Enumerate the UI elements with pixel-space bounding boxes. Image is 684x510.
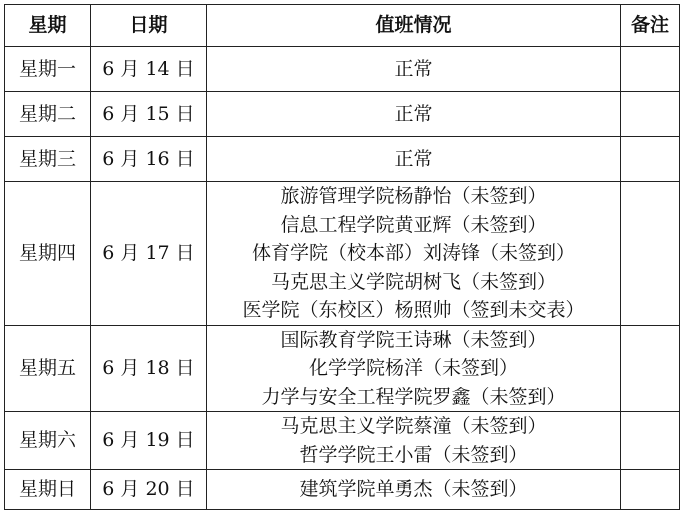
week-cell: 星期二 [5, 92, 91, 137]
date-cell: 6 月 18 日 [91, 325, 207, 412]
note-cell [621, 412, 680, 470]
status-cell [207, 92, 621, 137]
status-line: 旅游管理学院杨静怡（未签到） [280, 185, 547, 207]
status-line: 正常 [394, 147, 433, 170]
status-cell [207, 470, 621, 510]
status-cell [207, 412, 621, 470]
status-line: 医学院（东校区）杨照帅（签到未交表） [242, 299, 585, 321]
table-row [5, 92, 680, 137]
header-week: 星期 [5, 5, 91, 47]
status-line: 马克思主义学院胡树飞（未签到） [270, 270, 556, 293]
date-cell: 6 月 14 日 [91, 47, 207, 92]
note-cell [621, 470, 680, 510]
date-cell: 6 月 15 日 [91, 92, 207, 137]
status-line: 哲学学院王小雷（未签到） [299, 443, 528, 466]
status-line: 信息工程学院黄亚辉（未签到） [280, 213, 547, 236]
date-cell: 6 月 17 日 [91, 182, 207, 326]
status-cell [207, 137, 621, 182]
duty-table [4, 4, 680, 510]
status-cell [207, 325, 621, 412]
note-cell [621, 325, 680, 412]
table-row [5, 470, 680, 510]
header-status: 值班情况 [207, 5, 621, 47]
status-line: 正常 [394, 102, 433, 125]
table-row [5, 137, 680, 182]
note-cell [621, 182, 680, 326]
status-cell [207, 47, 621, 92]
status-line: 化学学院杨洋（未签到） [308, 357, 518, 379]
header-note: 备注 [621, 5, 680, 47]
table-row [5, 182, 680, 326]
table-row [5, 47, 680, 92]
header-row [5, 5, 680, 47]
status-line: 力学与安全工程学院罗鑫（未签到） [261, 385, 566, 408]
status-cell [207, 182, 621, 326]
week-cell: 星期日 [5, 470, 91, 510]
note-cell [621, 137, 680, 182]
week-cell: 星期六 [5, 412, 91, 470]
status-line: 体育学院（校本部）刘涛锋（未签到） [251, 242, 575, 264]
note-cell [621, 47, 680, 92]
week-cell: 星期四 [5, 182, 91, 326]
header-date: 日期 [91, 5, 207, 47]
date-cell: 6 月 16 日 [91, 137, 207, 182]
week-cell: 星期三 [5, 137, 91, 182]
week-cell: 星期五 [5, 325, 91, 412]
date-cell: 6 月 19 日 [91, 412, 207, 470]
status-line: 正常 [394, 57, 433, 80]
status-line: 马克思主义学院蔡潼（未签到） [280, 415, 547, 437]
week-cell: 星期一 [5, 47, 91, 92]
table-row [5, 412, 680, 470]
date-cell: 6 月 20 日 [91, 470, 207, 510]
status-line: 国际教育学院王诗琳（未签到） [280, 328, 547, 351]
table-row [5, 325, 680, 412]
status-line: 建筑学院单勇杰（未签到） [299, 478, 528, 501]
note-cell [621, 92, 680, 137]
